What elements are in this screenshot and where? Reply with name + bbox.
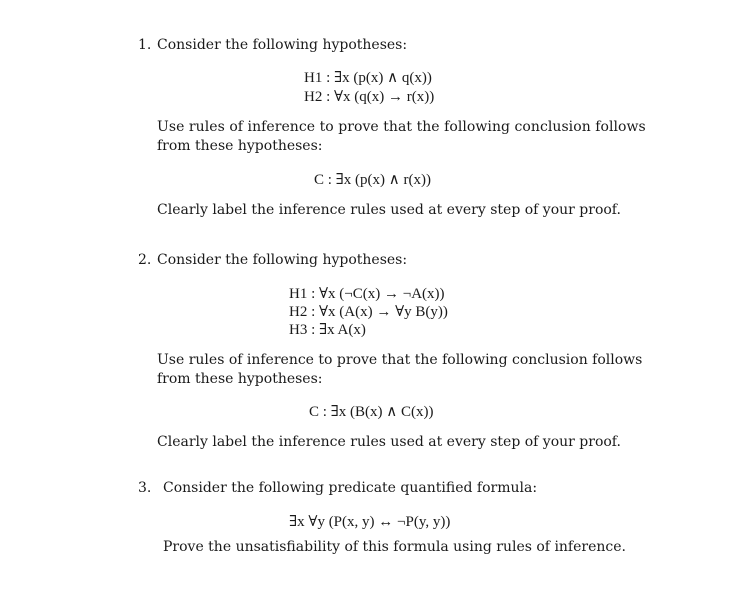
problem-number: 3. — [138, 480, 152, 496]
hypothesis-h1: H1 : ∀x (¬C(x) → ¬A(x)) — [289, 286, 445, 302]
intro-suffix: formula: — [476, 480, 538, 496]
hypothesis-h2: H2 : ∀x (q(x) → r(x)) — [304, 89, 435, 105]
instruction-line: Use rules of inference to prove that the following conclusion follows — [157, 352, 643, 368]
closing-instruction: Clearly label the inference rules used at every step of your proof. — [157, 434, 621, 450]
problem-instruction — [157, 351, 643, 389]
conclusion: C : ∃x (p(x) ∧ r(x)) — [314, 172, 432, 188]
problem-instruction — [157, 118, 646, 156]
hypothesis-h1: H1 : ∃x (p(x) ∧ q(x)) — [304, 70, 432, 86]
instruction-line: Use rules of inference to prove that the following conclusion follows — [157, 119, 646, 135]
problem-intro: Consider the following hypotheses: — [157, 37, 408, 53]
closing-instruction: Prove the unsatisfiability of this formula using rules of inference. — [163, 539, 626, 555]
conclusion: C : ∃x (B(x) ∧ C(x)) — [309, 404, 434, 420]
instruction-line: from these hypotheses: — [157, 138, 323, 154]
hypothesis-h2: H2 : ∀x (A(x) → ∀y B(y)) — [289, 304, 448, 320]
problem-intro — [163, 480, 537, 496]
problem-intro: Consider the following hypotheses: — [157, 252, 408, 268]
problem-number: 1. — [138, 37, 152, 53]
intro-prefix: Consider the following — [163, 480, 325, 496]
closing-instruction: Clearly label the inference rules used at every step of your proof. — [157, 202, 621, 218]
formula: ∃x ∀y (P(x, y) ↔ ¬P(y, y)) — [289, 514, 451, 530]
intro-emphasis: predicate quantified — [328, 480, 473, 496]
instruction-line: from these hypotheses: — [157, 371, 323, 387]
problem-number: 2. — [138, 252, 152, 268]
hypothesis-h3: H3 : ∃x A(x) — [289, 322, 366, 338]
